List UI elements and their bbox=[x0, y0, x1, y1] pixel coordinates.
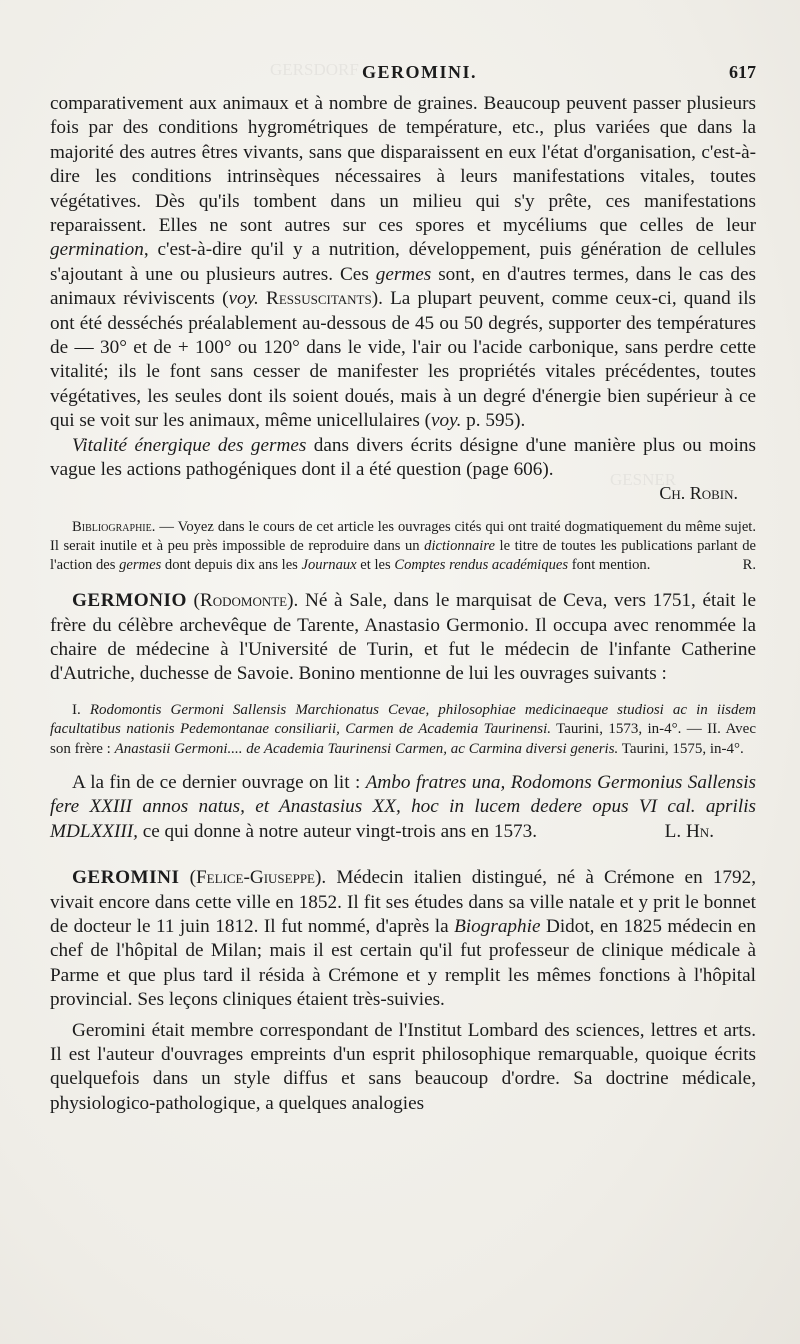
cross-ref-ressuscitants: Ressuscitants bbox=[266, 288, 372, 310]
text-run: dont depuis dix ans les bbox=[161, 556, 302, 573]
entry-headword: GERMONIO bbox=[72, 590, 187, 612]
text-run: Taurini, 1573, in-4°. — II. Avec son frère : bbox=[50, 721, 756, 757]
entry-given-name: (Rodomonte). bbox=[193, 590, 299, 612]
show-through-text: GESNER bbox=[610, 470, 677, 489]
term-biographie: Biographie bbox=[454, 915, 541, 937]
running-head bbox=[50, 62, 756, 88]
germonio-entry bbox=[50, 589, 756, 687]
text-run: Né à Sale, dans le marquisat de Ceva, vers 1751, était le frère du célèbre archevêque de Tarente, Anastasio Germonio. Il occupa avec renommée la chaire de médecine à l'Université de Turin, et fut le médecin de l'infante Catherine d'Autriche, duchesse de Savoie. Bonino mentionne de lui les ouvrages suivants : bbox=[50, 590, 757, 685]
latin-quote: Ambo fratres una, Rodomons Germonius Sallensis fere XXIII annos natus, et Anastasius XX, hoc in lucem dedere opus VI cal. aprilis MDLXXIII, bbox=[50, 771, 756, 842]
geromini-paragraph-2: Geromini était membre correspondant de l'Institut Lombard des sciences, lettres et arts. Il est l'auteur d'ouvrages empreints d'un esprit philosophique remarquable, quoique écrits quelquefois dans un style diffus et sans beaucoup d'ordre. Sa doctrine médicale, physiologico-pathologique, a quelques analogies bbox=[50, 1019, 756, 1114]
geromini-entry bbox=[50, 866, 756, 1012]
text-run: Taurini, 1575, in-4°. bbox=[618, 740, 744, 757]
text-run: ce qui donne à notre auteur vingt-trois ans en 1573. bbox=[137, 820, 538, 842]
text-run: Didot, en 1825 médecin en chef de l'hôpital de Milan; mais il est certain qu'il fut professeur de clinique médicale à Parme et que plus tard il résida à Crémone et y remplit les mêmes fonctions à l'hôpital provincial. Ses leçons cliniques étaient très-suivies. bbox=[50, 915, 756, 1011]
vitalite-paragraph bbox=[50, 434, 756, 483]
term-comptes-rendus: Comptes rendus académiques bbox=[394, 556, 569, 573]
text-run: Médecin italien distingué, né à Crémone en 1792, vivait encore dans cette ville en 1852. Il fit ses études dans sa ville natale et y prit le bonnet de docteur le 11 juin 1812. Il fut nommé, d'après la bbox=[50, 867, 757, 937]
text-run: comparativement aux animaux et à nombre de graines. Beaucoup peuvent passer plusieurs fois par des conditions hygrométriques de température, etc., plus variées que dans la majorité des autres êtres vivants, sans que disparaissent en eux l'état d'organisation, c'est-à-dire les conditions intrinsèques nécessaires à leurs manifestations vitales, toutes végétatives. Dès qu'ils tombent dans un milieu qui s'y prête, ces manifestations reparaissent. Elles ne sont autres sur ces spores et mycéliums que celles de leur bbox=[50, 93, 756, 237]
term-germes: germes bbox=[119, 556, 162, 573]
germes-paragraph bbox=[50, 92, 756, 434]
term-germes: germes bbox=[375, 263, 432, 285]
term-journaux: Journaux bbox=[301, 556, 357, 573]
entry-signature: L. Hn. bbox=[664, 820, 714, 842]
text-run: — Voyez dans le cours de cet article les ouvrages cités qui ont traité dogmatiquement du même sujet. Il serait inutile et à peu près impossible de reproduire dans un bbox=[50, 518, 756, 554]
text-run: ). La plupart peuvent, comme ceux-ci, quand ils ont été desséchés préalablement au-dessous de 45 ou 50 degrés, supporter des températures de — 30° et de + 100° ou 120° dans le vide, l'air ou l'acide carbonique, sans perdre cette vitalité; ils le font sans cesser de manifester les propriétés vitales précédentes, toutes végétatives, les seules dont ils soient doués, mais à un degré d'énergie bien supérieur à ce qui se voit sur les animaux, même unicellulaires ( bbox=[50, 288, 757, 432]
text-run: dans divers écrits désigne d'une manière plus ou moins vague les actions pathogéniques dont il a été question (page 606). bbox=[50, 434, 756, 481]
bibliography-signature: R. bbox=[742, 556, 756, 573]
cross-ref-voy: voy. bbox=[228, 288, 259, 310]
bibliography-label: Bibliographie. bbox=[72, 518, 156, 535]
text-run: sont, en d'autres termes, dans le cas des animaux réviviscents ( bbox=[50, 263, 756, 310]
page-content bbox=[50, 62, 756, 1116]
work-title: Rodomontis Germoni Sallensis Marchionatus Cevae, philosophiae medicinaeque studiosi ac in iisdem facultatibus nationis Pedemontanae consiliarii, Carmen de Academia Taurinensi. bbox=[50, 701, 757, 738]
term-dictionnaire: dictionnaire bbox=[424, 537, 495, 554]
text-run: p. 595). bbox=[461, 410, 526, 432]
work-title: Anastasii Germoni.... de Academia Taurinensi Carmen, ac Carmina diversi generis. bbox=[114, 740, 619, 757]
entry-given-name: (Felice-Giuseppe). bbox=[189, 867, 327, 889]
bibliography-note bbox=[50, 518, 756, 576]
term-germination: germination bbox=[50, 239, 144, 261]
cross-ref-voy: voy. bbox=[431, 410, 462, 432]
text-run: font mention. bbox=[568, 556, 651, 573]
text-run: A la fin de ce dernier ouvrage on lit : bbox=[72, 771, 366, 793]
page-number: 617 bbox=[729, 62, 756, 82]
author-signature: Ch. Robin. bbox=[659, 482, 738, 503]
entry-headword: GEROMINI bbox=[72, 867, 180, 889]
germonio-works bbox=[50, 701, 756, 759]
show-through-text: GERSDORF bbox=[270, 60, 359, 79]
germonio-closing bbox=[50, 771, 756, 844]
running-title: GEROMINI. bbox=[361, 62, 477, 82]
term-vitalite: Vitalité énergique des germes bbox=[72, 434, 307, 456]
text-run: et les bbox=[356, 556, 395, 573]
text-run: le titre de toutes les publications parlant de l'action des bbox=[50, 537, 756, 573]
text-run: , c'est-à-dire qu'il y a nutrition, développement, puis génération de cellules s'ajoutant à une ou plusieurs autres. Ces bbox=[50, 239, 756, 285]
text-run: I. bbox=[72, 701, 90, 718]
